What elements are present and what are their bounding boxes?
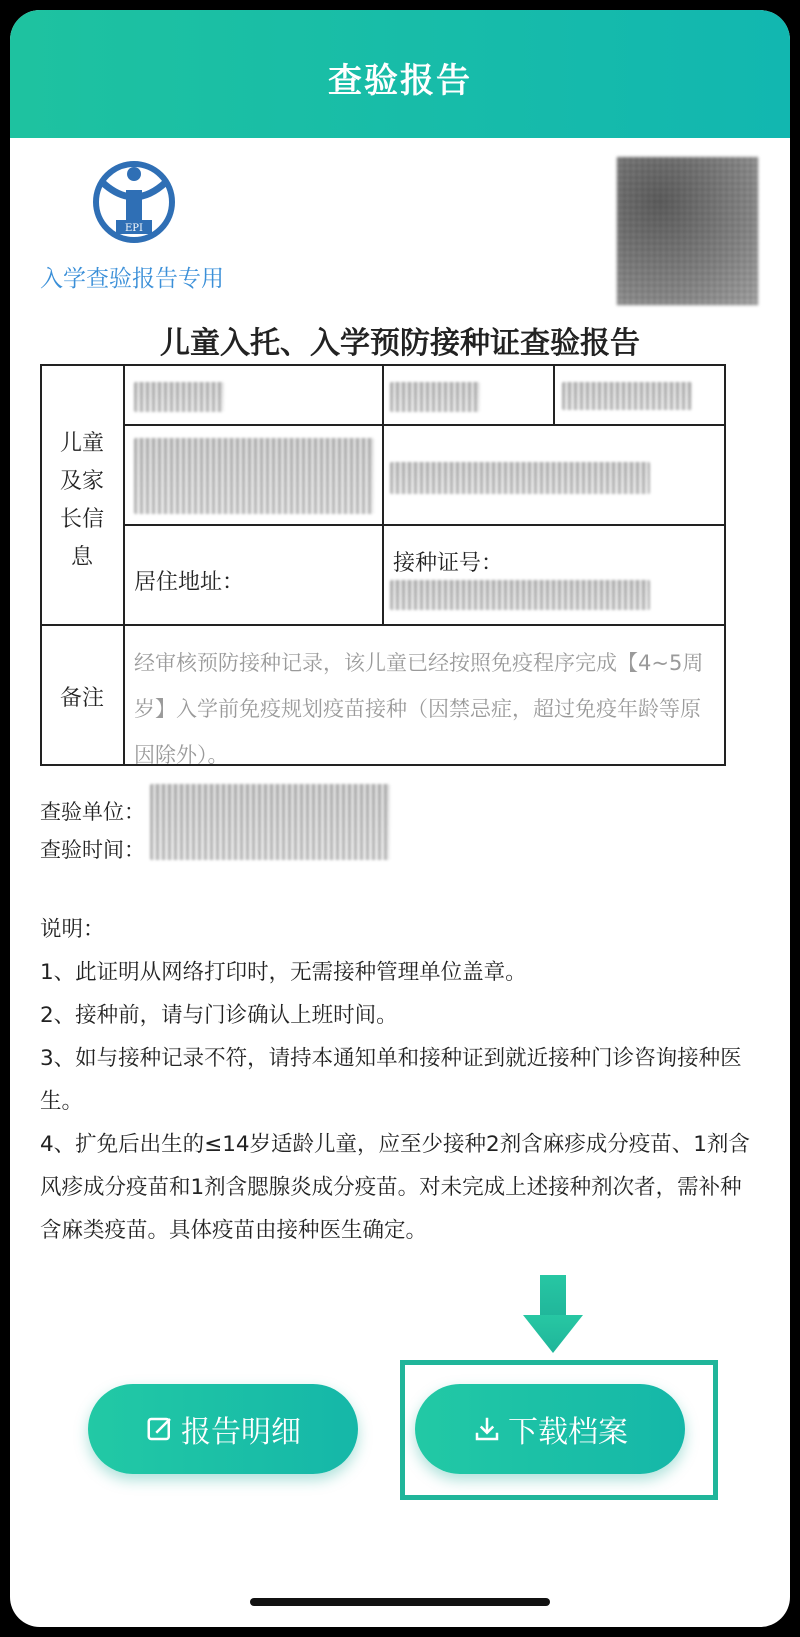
address-label: 居住地址：: [134, 570, 245, 595]
header-bar: [10, 10, 790, 138]
home-indicator[interactable]: [250, 1598, 550, 1606]
blurred-child-name: [134, 382, 224, 412]
epi-logo-icon: [92, 160, 176, 244]
explanation-item: 4、扩免后出生的≤14岁适龄儿童，应至少接种2剂含麻疹成分疫苗、1剂含风疹成分疫苗和1剂含腮腺炎成分疫苗。对未完成上述接种剂次者，需补种含麻类疫苗。具体疫苗由接种医生确定。: [40, 1132, 750, 1243]
explanation-item: 2、接种前，请与门诊确认上班时间。: [40, 1003, 398, 1028]
blurred-parent-info: [134, 438, 374, 514]
blurred-phone: [390, 462, 650, 494]
download-icon: [472, 1414, 502, 1444]
explanation-item: 3、如与接种记录不符，请持本通知单和接种证到就近接种门诊咨询接种医生。: [40, 1046, 742, 1114]
page-title: 查验报告: [328, 60, 472, 101]
phone-screen: [10, 10, 790, 1627]
edit-icon: [145, 1414, 175, 1444]
explanation-item: 1、此证明从网络打印时，无需接种管理单位盖章。: [40, 960, 527, 985]
document-title: 儿童入托、入学预防接种证查验报告: [160, 326, 640, 361]
remarks-label: 备注: [60, 686, 105, 711]
report-detail-button[interactable]: [88, 1384, 358, 1474]
download-archive-label: 下载档案: [508, 1415, 628, 1450]
logo-caption: 入学查验报告专用: [40, 266, 224, 292]
qr-code-blurred: [617, 157, 758, 305]
blurred-birthdate: [562, 382, 692, 410]
logo-mark-text: EPI: [125, 223, 143, 234]
inspection-unit-label: 查验单位：: [40, 800, 145, 824]
cert-number-label: 接种证号：: [393, 551, 504, 576]
down-arrow-icon: [523, 1275, 583, 1355]
explanation-section: [40, 908, 760, 1252]
download-archive-button[interactable]: [415, 1384, 685, 1474]
explanation-title: 说明：: [40, 917, 105, 942]
blurred-inspection-info: [150, 784, 390, 860]
inspection-time-label: 查验时间：: [40, 838, 145, 862]
blurred-cert-number: [390, 580, 650, 610]
child-info-section-label: 儿童及家长信息: [59, 431, 104, 570]
report-detail-label: 报告明细: [181, 1415, 301, 1450]
blurred-gender: [390, 382, 480, 412]
remarks-text: 经审核预防接种记录，该儿童已经按照免疫程序完成【4~5周岁】入学前免疫规划疫苗接种（因禁忌症，超过免疫年龄等原因除外）。: [134, 651, 704, 767]
